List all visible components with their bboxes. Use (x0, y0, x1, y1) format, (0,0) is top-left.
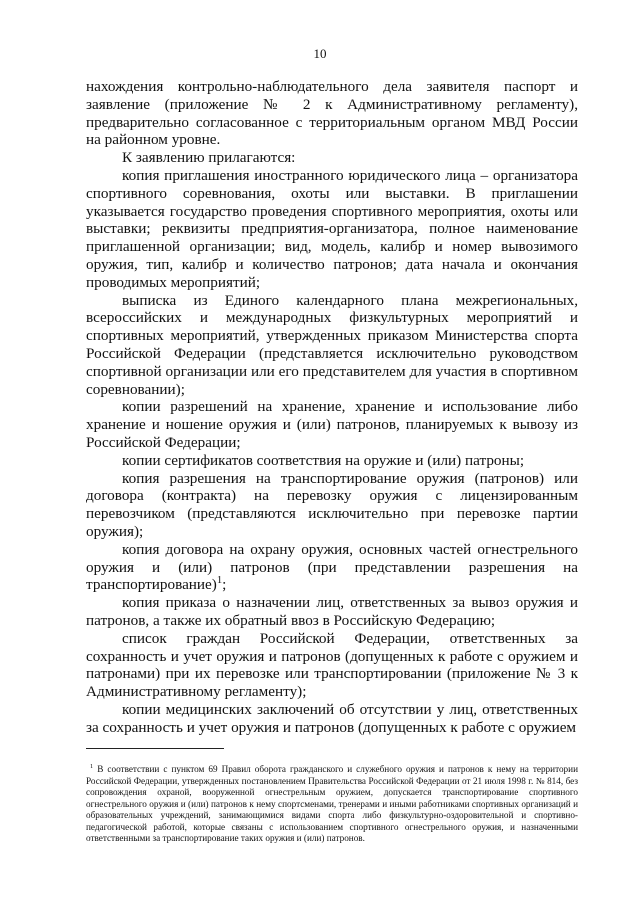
footnote-reference: 1 (216, 575, 223, 587)
page-number: 10 (313, 46, 327, 61)
paragraph-8-text: копия договора на охрану оружия, основных частей огнестрельного оружия и (или) патронов (при представлении разрешения на транспортирование) (86, 540, 578, 594)
document-body (86, 78, 578, 736)
paragraph-4: выписка из Единого календарного плана межрегиональных, всероссийских и международных физкультурных мероприятий и спортивных мероприятий, утвержденных приказом Министерства спорта Российской Федерации (представляется исключительно руководством спортивной организации или его представителем для участия в спортивном соревновании); (86, 291, 578, 398)
paragraph-11: копии медицинских заключений об отсутствии у лиц, ответственных за сохранность и учет оружия и патронов (допущенных к работе с оружием (86, 700, 578, 736)
paragraph-1: нахождения контрольно-наблюдательного дела заявителя паспорт и заявление (приложение № 2 к Административному регламенту), предварительно согласованное с территориальным органом МВД России на районном уровне. (86, 78, 578, 149)
paragraph-10: список граждан Российской Федерации, ответственных за сохранность и учет оружия и патронов (допущенных к работе с оружием и патронами) при их перевозке или транспортировании (приложение № 3 к Административному регламенту); (86, 629, 578, 701)
footnote-text: В соответствии с пунктом 69 Правил оборота гражданского и служебного оружия и патронов к нему на территории Российской Федерации, утвержденных постановлением Правительства Российской Федерации от 21 июля 1998 г. № 814, без сопровождения охраной, вооруженной огнестрельным оружием, допускается транспортирование спортивного огнестрельного оружия и (или) патронов к нему спортсменами, тренерами и иными работниками спортивных организаций и образовательных учреждений, занимающимися видами спорта либо физкультурно-оздоровительной и спортивно-педагогической работой, которые связаны с использованием спортивного огнестрельного оружия, и назначенными ответственными за транспортирование таких оружия и (или) патронов. (86, 764, 578, 843)
footnote (86, 764, 578, 845)
footnote-divider (86, 748, 224, 749)
paragraph-8 (86, 541, 578, 594)
footnote-marker: 1 (90, 762, 94, 770)
paragraph-7: копия разрешения на транспортирование оружия (патронов) или договора (контракта) на перевозку оружия с лицензированным перевозчиком (представляются исключительно при перевозке партии оружия); (86, 469, 578, 540)
paragraph-9: копия приказа о назначении лиц, ответственных за вывоз оружия и патронов, а также их обратный ввоз в Российскую Федерацию; (86, 594, 578, 629)
paragraph-5: копии разрешений на хранение, хранение и использование либо хранение и ношение оружия и (или) патронов, планируемых к вывозу из Российской Федерации; (86, 398, 578, 451)
paragraph-6: копии сертификатов соответствия на оружие и (или) патроны; (122, 451, 525, 469)
paragraph-8-end: ; (222, 576, 227, 594)
paragraph-2: К заявлению прилагаются: (122, 149, 296, 167)
paragraph-3: копия приглашения иностранного юридического лица – организатора спортивного соревнования, охоты или выставки. В приглашении указывается государство проведения спортивного мероприятия, охоты или выставки; реквизиты предприятия-организатора, полное наименование приглашенной организации; вид, модель, калибр и номер вывозимого оружия, тип, калибр и количество патронов; дата начала и окончания проводимых мероприятий; (86, 166, 578, 291)
